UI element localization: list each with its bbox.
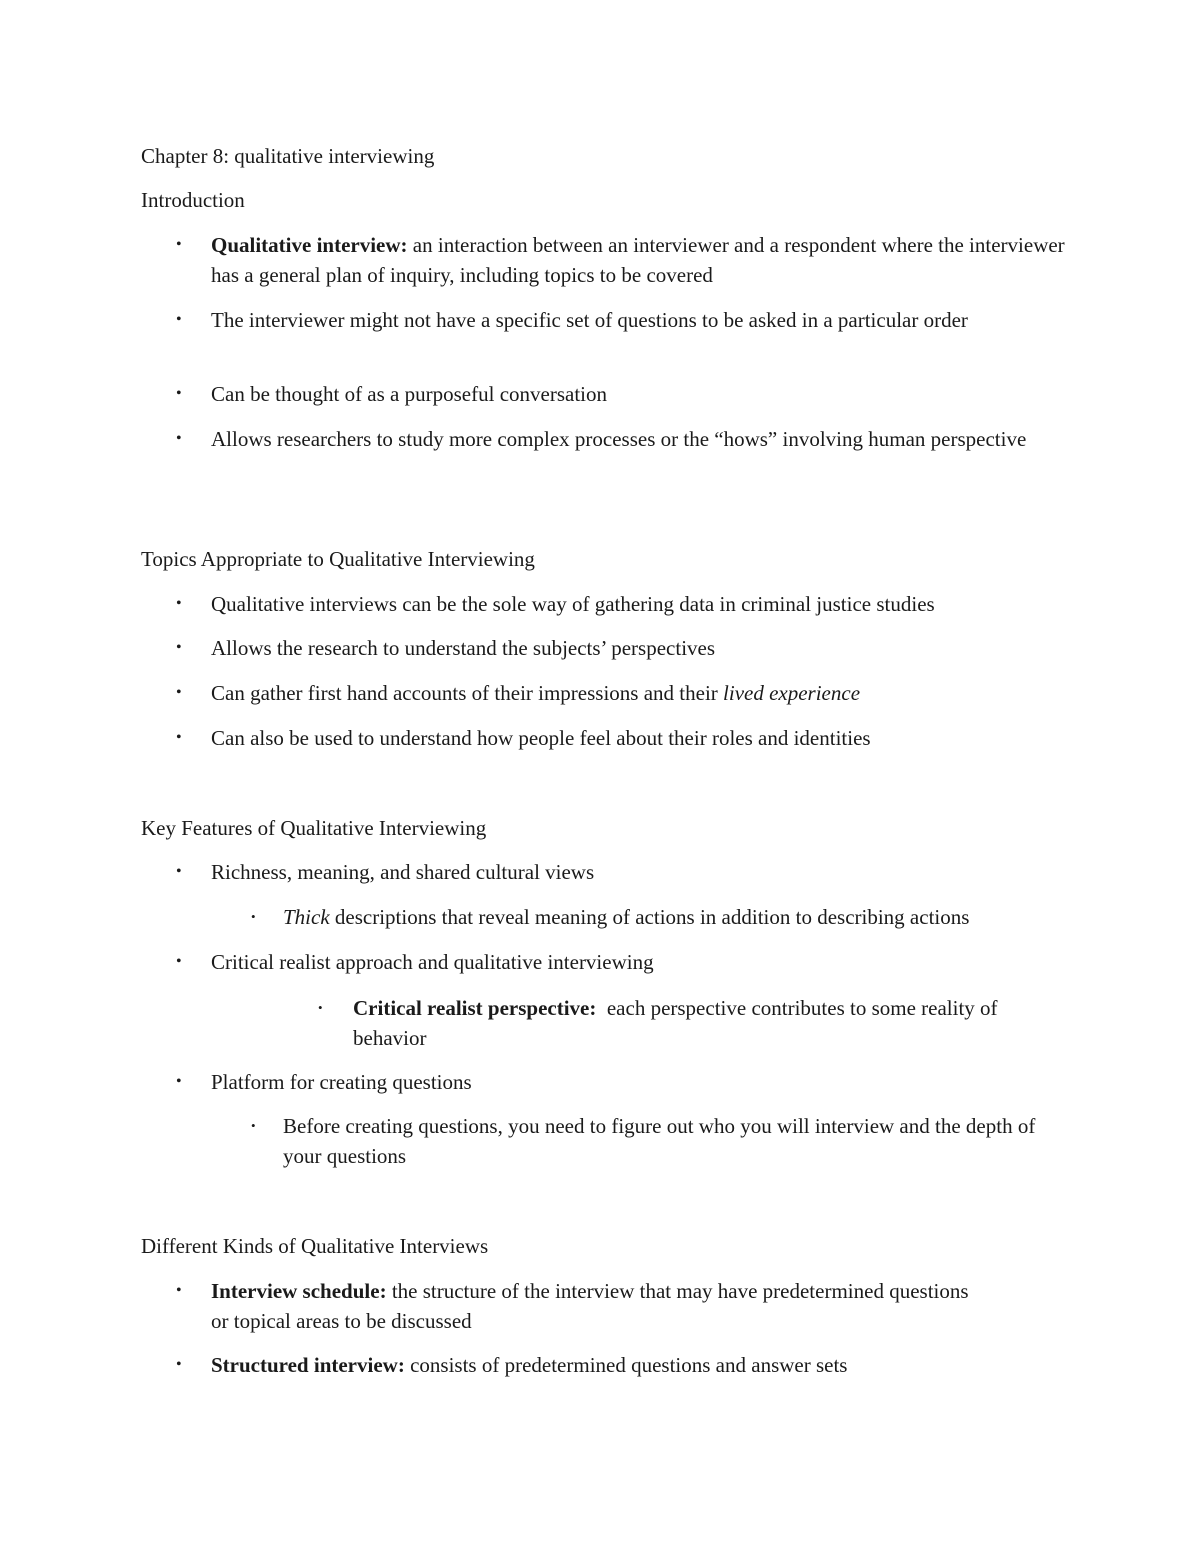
bullet-icon: •	[176, 684, 182, 701]
bullet-icon: •	[176, 1282, 182, 1299]
bullet-icon: •	[176, 953, 182, 970]
bullet-icon: •	[176, 863, 182, 880]
bullet-icon: •	[176, 639, 182, 656]
document-title: Chapter 8: qualitative interviewing	[141, 144, 435, 168]
definition-text: each perspective contributes to some reality of behavior	[353, 996, 1003, 1050]
term-label: Interview schedule:	[211, 1279, 387, 1303]
item-text: descriptions that reveal meaning of actions in addition to describing actions	[329, 905, 970, 929]
list-item-text: Qualitative interviews can be the sole way of gathering data in criminal justice studies	[211, 592, 935, 616]
bullet-icon: •	[176, 729, 182, 746]
list-item-text	[211, 1350, 1091, 1380]
list-item-text: Allows researchers to study more complex processes or the “hows” involving human perspective	[211, 427, 1027, 451]
list-item-text	[353, 993, 1063, 1053]
definition-text: consists of predetermined questions and answer sets	[404, 1353, 848, 1377]
list-item-text: Can also be used to understand how people feel about their roles and identities	[211, 726, 871, 750]
definition-text: an interaction between an interviewer and a respondent where the interviewer has a general plan of inquiry, including topics to be covered	[211, 233, 1065, 287]
bullet-icon: •	[176, 595, 182, 612]
bullet-icon: •	[176, 236, 182, 253]
list-item-text	[211, 1276, 991, 1336]
term-label: Critical realist perspective:	[353, 996, 597, 1020]
list-item-text: Platform for creating questions	[211, 1070, 472, 1094]
emphasis-text: Thick	[283, 905, 330, 929]
section-heading-introduction: Introduction	[141, 188, 245, 212]
list-item-text: Allows the research to understand the subjects’ perspectives	[211, 636, 716, 660]
bullet-icon: •	[251, 1118, 256, 1133]
bullet-icon: •	[176, 1356, 182, 1373]
bullet-icon: •	[251, 909, 256, 924]
list-item-text: Can be thought of as a purposeful conversation	[211, 382, 607, 406]
section-heading-key-features: Key Features of Qualitative Interviewing	[141, 816, 487, 840]
list-item-text: Before creating questions, you need to figure out who you will interview and the depth of your questions	[283, 1114, 1036, 1168]
emphasis-text: lived experience	[723, 681, 861, 705]
bullet-icon: •	[176, 430, 182, 447]
list-item-text: Richness, meaning, and shared cultural views	[211, 860, 595, 884]
list-item-text: The interviewer might not have a specific set of questions to be asked in a particular order	[211, 308, 968, 332]
term-label: Structured interview:	[211, 1353, 405, 1377]
list-item-text	[211, 678, 1091, 708]
bullet-icon: •	[318, 1000, 323, 1015]
section-heading-topics: Topics Appropriate to Qualitative Interviewing	[141, 547, 535, 571]
bullet-icon: •	[176, 385, 182, 402]
section-heading-different-kinds: Different Kinds of Qualitative Interviews	[141, 1234, 489, 1258]
definition-text: the structure of the interview that may have predetermined questions or topical areas to be discussed	[211, 1279, 969, 1333]
bullet-icon: •	[176, 311, 182, 328]
list-item-text	[211, 230, 1071, 290]
item-text: Can gather first hand accounts of their impressions and their	[211, 681, 724, 705]
list-item-text: Critical realist approach and qualitative interviewing	[211, 950, 654, 974]
bullet-icon: •	[176, 1073, 182, 1090]
term-label: Qualitative interview:	[211, 233, 408, 257]
list-item-text	[283, 902, 1083, 932]
